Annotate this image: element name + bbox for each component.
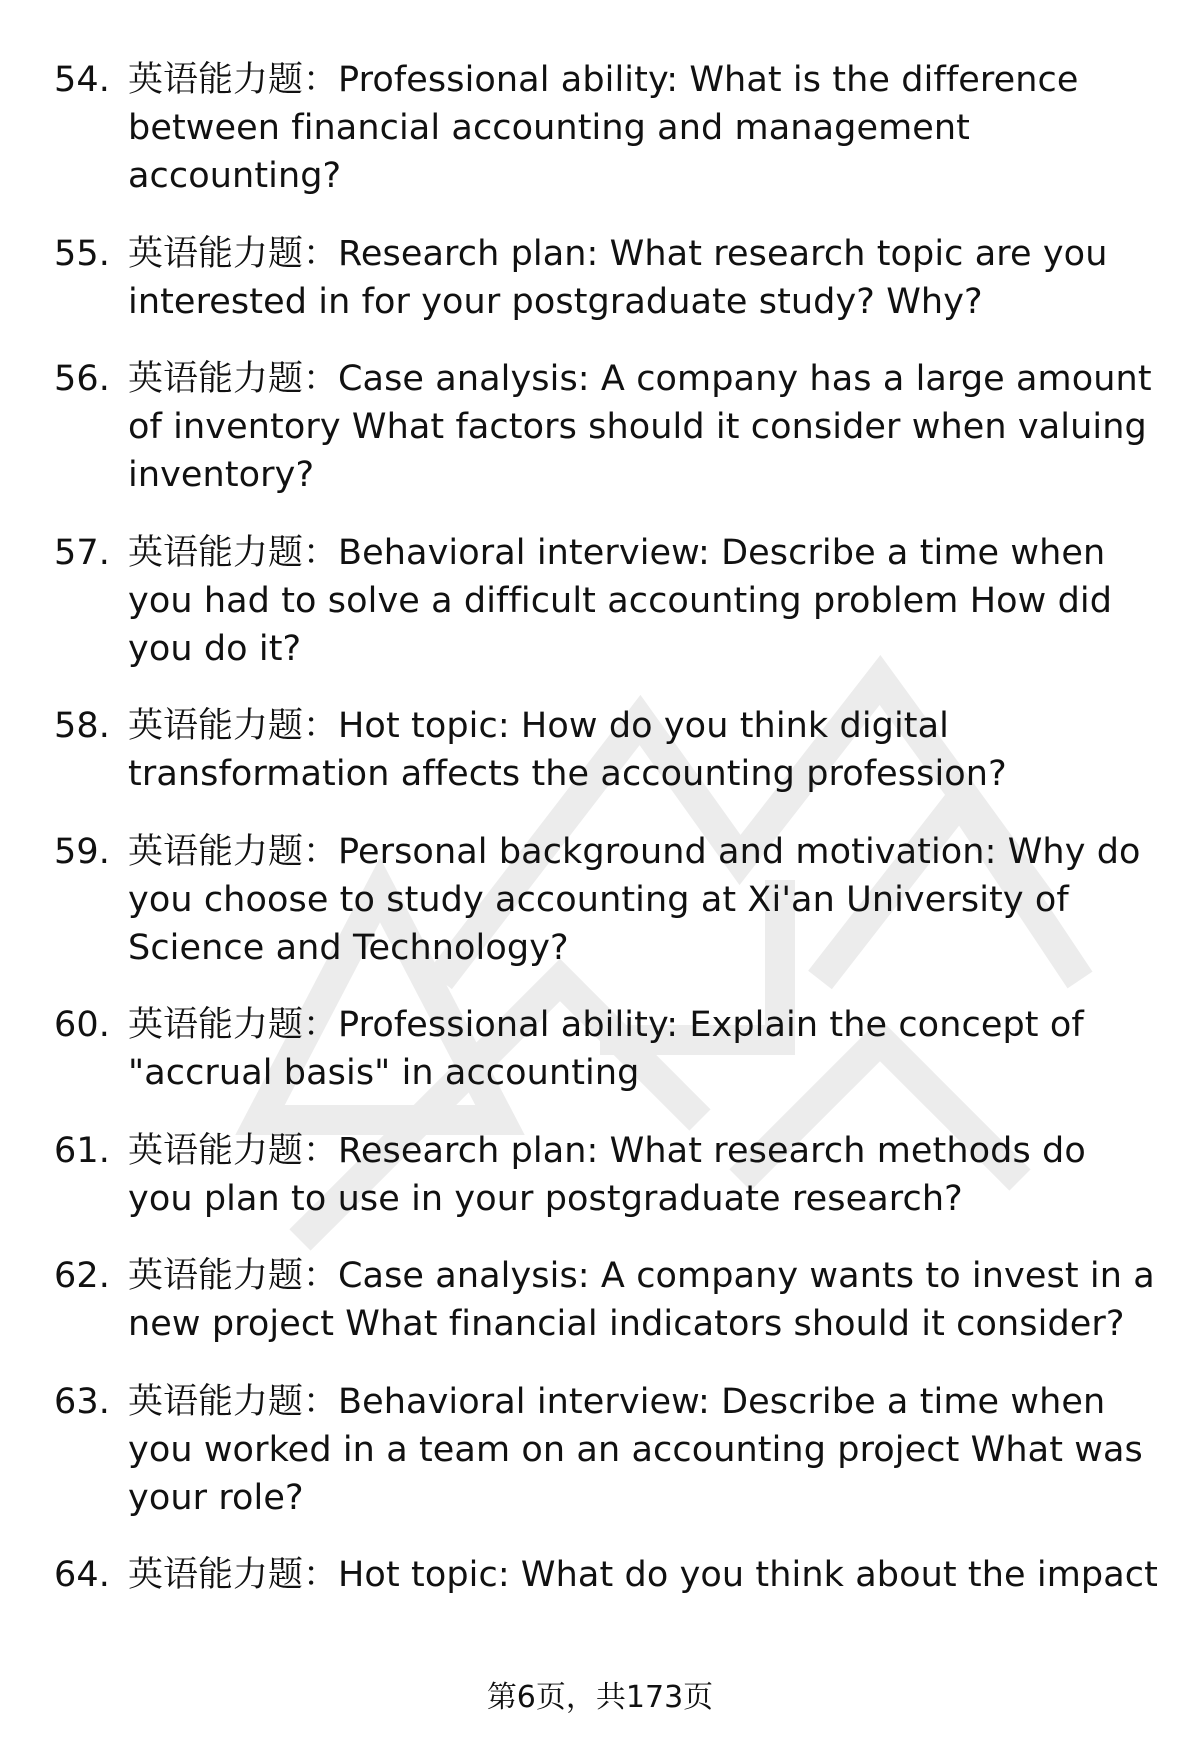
question-text: Case analysis: A company has a large amount of inventory What factors should it consider when valuing inventory? — [128, 359, 1152, 495]
list-item — [0, 1252, 1200, 1348]
list-item — [0, 1551, 1200, 1599]
question-number: 56. — [54, 359, 110, 399]
question-text: Behavioral interview: Describe a time when you worked in a team on an accounting project What was your role? — [128, 1381, 1143, 1518]
question-category: 英语能力题： — [128, 1555, 339, 1595]
question-text: Research plan: What research topic are you interested in for your postgraduate study? Why? — [128, 233, 1108, 322]
question-text: Personal background and motivation: Why do you choose to study accounting at Xi'an University of Science and Technology? — [128, 831, 1141, 968]
question-category: 英语能力题： — [128, 1256, 339, 1296]
list-item — [0, 355, 1200, 499]
list-item — [0, 56, 1200, 200]
question-category: 英语能力题： — [128, 831, 339, 872]
question-category: 英语能力题： — [128, 359, 339, 399]
list-item — [0, 828, 1200, 972]
question-number: 54. — [54, 60, 110, 100]
question-number: 55. — [54, 233, 110, 274]
question-category: 英语能力题： — [128, 60, 339, 100]
question-number: 62. — [54, 1256, 110, 1296]
list-item — [0, 702, 1200, 798]
question-text: Hot topic: What do you think about the impact — [338, 1555, 1158, 1595]
question-category: 英语能力题： — [128, 1381, 339, 1422]
list-item — [0, 1378, 1200, 1522]
question-text: Behavioral interview: Describe a time when you had to solve a difficult accounting problem How did you do it? — [128, 532, 1113, 669]
question-text: Professional ability: Explain the concept of "accrual basis" in accounting — [128, 1005, 1084, 1093]
page-number-label: 第6页，共173页 — [486, 1680, 714, 1715]
question-number: 58. — [54, 706, 110, 746]
question-category: 英语能力题： — [128, 233, 339, 274]
list-item — [0, 230, 1200, 326]
question-category: 英语能力题： — [128, 1005, 339, 1045]
list-item — [0, 1001, 1200, 1097]
list-item — [0, 1127, 1200, 1223]
question-number: 60. — [54, 1005, 110, 1045]
page-footer — [0, 1678, 1200, 1718]
question-category: 英语能力题： — [128, 706, 339, 746]
question-number: 64. — [54, 1555, 110, 1595]
question-number: 61. — [54, 1130, 110, 1171]
question-text: Professional ability: What is the difference between financial accounting and management accounting? — [128, 60, 1079, 196]
question-text: Hot topic: How do you think digital transformation affects the accounting profession? — [128, 706, 1007, 794]
question-category: 英语能力题： — [128, 532, 339, 573]
question-number: 59. — [54, 831, 110, 872]
question-number: 63. — [54, 1381, 110, 1422]
list-item — [0, 529, 1200, 673]
question-text: Case analysis: A company wants to invest in a new project What financial indicators should it consider? — [128, 1256, 1155, 1344]
question-category: 英语能力题： — [128, 1130, 339, 1171]
question-list — [0, 56, 1200, 1629]
question-number: 57. — [54, 532, 110, 573]
question-text: Research plan: What research methods do you plan to use in your postgraduate research? — [128, 1130, 1086, 1219]
